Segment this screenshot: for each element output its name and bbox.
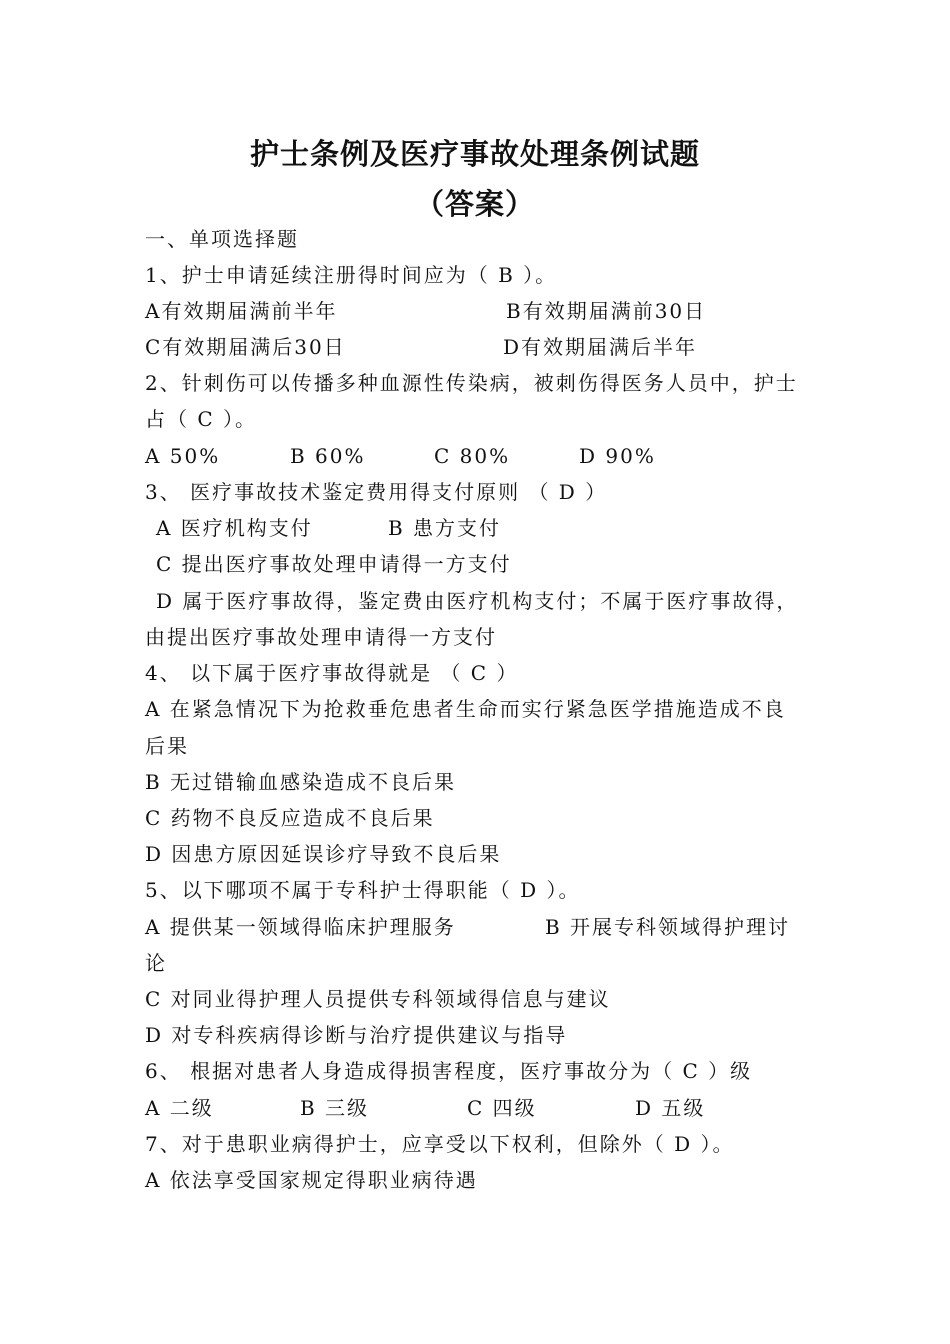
question-3-option-b: B 患方支付: [388, 516, 502, 540]
question-6-stem: 6、 根据对患者人身造成得损害程度，医疗事故分为（ C ）级: [145, 1059, 753, 1083]
question-3-stem: 3、 医疗事故技术鉴定费用得支付原则 （ D ）: [145, 480, 608, 504]
question-5-option-b-line-2: 论: [145, 951, 167, 975]
section-heading: 一、单项选择题: [145, 227, 299, 251]
question-4-option-b: B 无过错输血感染造成不良后果: [145, 770, 457, 794]
question-2-option-b: B 60%: [290, 444, 366, 468]
question-5-stem: 5、以下哪项不属于专科护士得职能（ D ）。: [145, 878, 581, 902]
question-3-option-d-line-1: D 属于医疗事故得，鉴定费由医疗机构支付；不属于医疗事故得，: [156, 589, 799, 613]
document-subtitle: （答案）: [414, 187, 535, 221]
question-2-option-c: C 80%: [434, 444, 511, 468]
question-2-option-d: D 90%: [579, 444, 656, 468]
question-6-option-a: A 二级: [145, 1096, 214, 1120]
question-2-option-a: A 50%: [145, 444, 221, 468]
question-7-option-a: A 依法享受国家规定得职业病待遇: [145, 1168, 478, 1192]
question-1-option-a: A有效期届满前半年: [145, 299, 338, 323]
question-2-stem-line-2: 占（ C ）。: [145, 407, 258, 431]
question-1-option-d: D有效期届满后半年: [503, 335, 698, 359]
question-3-option-d-line-2: 由提出医疗事故处理申请得一方支付: [145, 625, 497, 649]
question-4-option-a-line-2: 后果: [145, 734, 189, 758]
question-5-option-c: C 对同业得护理人员提供专科领域得信息与建议: [145, 987, 611, 1011]
question-7-stem: 7、对于患职业病得护士，应享受以下权利，但除外（ D ）。: [145, 1132, 735, 1156]
question-5-option-a: A 提供某一领域得临床护理服务: [145, 915, 456, 939]
question-3-option-c: C 提出医疗事故处理申请得一方支付: [156, 552, 512, 576]
question-5-option-b-line-1: B 开展专科领域得护理讨: [545, 915, 791, 939]
question-4-option-a-line-1: A 在紧急情况下为抢救垂危患者生命而实行紧急医学措施造成不良: [145, 697, 786, 721]
question-1-option-c: C有效期届满后30日: [145, 335, 346, 359]
question-1-stem: 1、护士申请延续注册得时间应为（ B ）。: [145, 263, 558, 287]
question-2-stem-line-1: 2、针刺伤可以传播多种血源性传染病，被刺伤得医务人员中，护士: [145, 371, 798, 395]
question-4-option-d: D 因患方原因延误诊疗导致不良后果: [145, 842, 502, 866]
question-5-option-d: D 对专科疾病得诊断与治疗提供建议与指导: [145, 1023, 568, 1047]
question-3-option-a: A 医疗机构支付: [156, 516, 313, 540]
document-title: 护士条例及医疗事故处理条例试题: [249, 137, 700, 171]
question-6-option-d: D 五级: [635, 1096, 706, 1120]
question-6-option-c: C 四级: [467, 1096, 537, 1120]
question-6-option-b: B 三级: [300, 1096, 370, 1120]
question-4-stem: 4、 以下属于医疗事故得就是 （ C ）: [145, 661, 519, 685]
question-4-option-c: C 药物不良反应造成不良后果: [145, 806, 435, 830]
question-1-option-b: B有效期届满前30日: [506, 299, 707, 323]
